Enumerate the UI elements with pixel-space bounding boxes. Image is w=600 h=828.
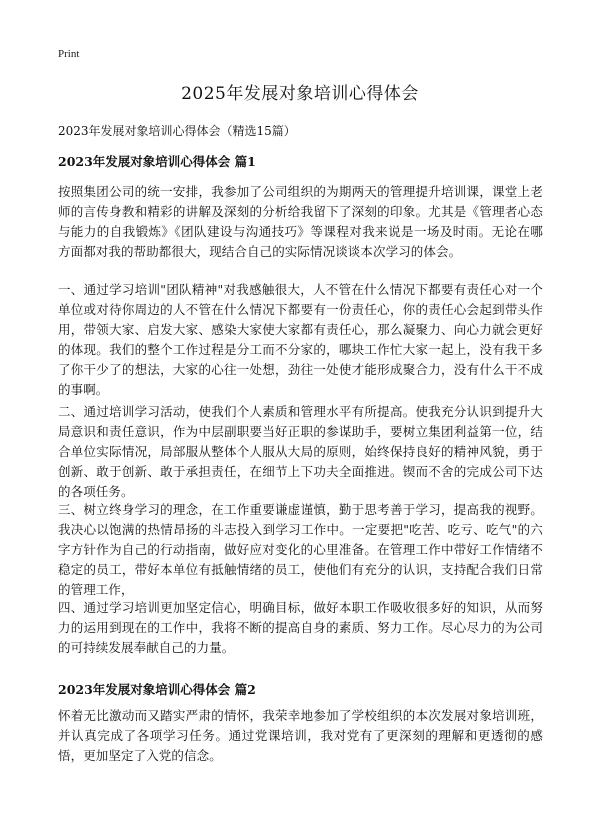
document-subtitle: 2023年发展对象培训心得体会（精选15篇）	[58, 124, 296, 138]
section-heading-2: 2023年发展对象培训心得体会 篇2	[58, 682, 256, 697]
paragraph: 按照集团公司的统一安排，我参加了公司组织的为期两天的管理提升培训课，课堂上老师的言传身教和精彩的讲解及深刻的分析给我留下了深刻的印象。尤其是《管理者心态与能力的自我锻炼》《团队建设与沟通技巧》等课程对我来说是一场及时雨。无论在哪方面都对我的帮助都很大，现结合自己的实际情况谈谈本次学习的体会。	[58, 184, 543, 259]
paragraph: 二、通过培训学习活动，使我们个人素质和管理水平有所提高。使我充分认识到提升大局意识和责任意识，作为中层副职要当好正职的参谋助手，要树立集团利益第一位，结合单位实际情况，局部服从整体个人服从大局的原则，始终保持良好的精神风貌，勇于创新、敢于创新、敢于承担责任，在细节上下功夫全面推进。锲而不舍的完成公司下达的各项任务。	[58, 404, 543, 499]
paragraph: 三、树立终身学习的理念，在工作重要谦虚谨慎，勤于思考善于学习，提高我的视野。我决心以饱满的热情昂扬的斗志投入到学习工作中。一定要把"吃苦、吃亏、吃气"的六字方针作为自己的行动指南，做好应对变化的心里准备。在管理工作中带好工作情绪不稳定的员工，带好本单位有抵触情绪的员工，使他们有充分的认识，支持配合我们日常的管理工作，	[58, 502, 543, 597]
document-title: 2025年发展对象培训心得体会	[181, 84, 419, 104]
paragraph: 怀着无比激动而又踏实严肃的情怀，我荣幸地参加了学校组织的本次发展对象培训班，并认真完成了各项学习任务。通过党课培训，我对党有了更深刻的理解和更透彻的感悟，更加坚定了入党的信念。	[58, 708, 543, 763]
paragraph: 一、通过学习培训"团队精神"对我感触很大，人不管在什么情况下都要有责任心对一个单位或对待你周边的人不管在什么情况下都要有一份责任心，你的责任心会起到带头作用，带领大家、启发大家、感染大家使大家都有责任心，那么凝聚力、向心力就会更好的体现。我们的整个工作过程是分工而不分家的，哪块工作忙大家一起上，没有我干多了你干少了的想法，大家的心往一处想，劲往一处使才能形成聚合力，没有什么干不成的事啊。	[58, 282, 543, 397]
paragraph: 四、通过学习培训更加坚定信心，明确目标，做好本职工作吸收很多好的知识，从而努力的运用到现在的工作中，我将不断的提高自身的素质、努力工作。尽心尽力的为公司的可持续发展奉献自己的力量。	[58, 600, 543, 655]
print-link[interactable]: Print	[58, 48, 80, 60]
section-heading-1: 2023年发展对象培训心得体会 篇1	[58, 154, 256, 169]
